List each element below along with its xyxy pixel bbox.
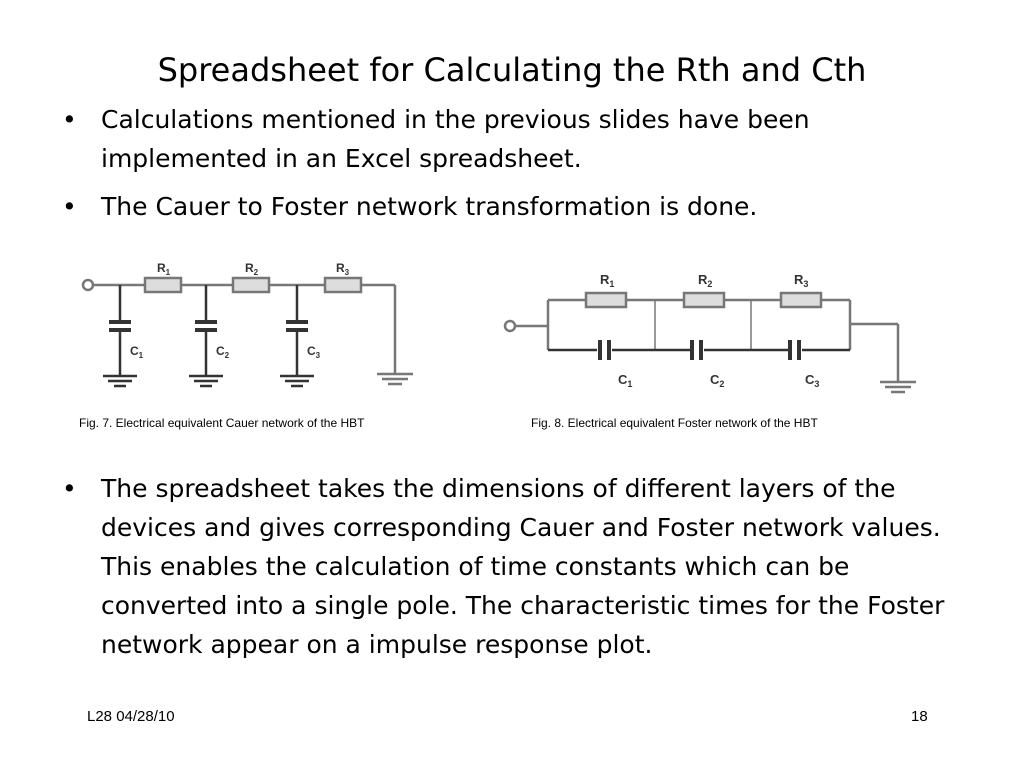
svg-text:R1: $R_1$ [157, 261, 171, 277]
bottom-bullet-list [60, 469, 970, 673]
resistor-r3 [781, 293, 821, 307]
resistor-r2 [684, 293, 724, 307]
foster-figure-caption: Fig. 8. Electrical equivalent Foster network of the HBT [531, 416, 818, 430]
slide-number: 18 [911, 708, 928, 725]
svg-text:C3: $C_3$ [805, 372, 820, 389]
svg-text:C1: $C_1$ [130, 344, 144, 360]
cauer-network-diagram [75, 250, 420, 395]
svg-text:R2: $R_2$ [245, 261, 259, 277]
svg-text:R2: $R_2$ [698, 272, 713, 289]
input-terminal [505, 321, 515, 331]
foster-network-diagram [500, 262, 925, 397]
ground-icon [880, 382, 916, 392]
svg-text:R3: $R_3$ [336, 261, 350, 277]
slide-title: Spreadsheet for Calculating the Rth and Cth [157, 51, 867, 89]
svg-text:R1: $R_1$ [600, 272, 615, 289]
svg-text:C3: $C_3$ [307, 344, 321, 360]
resistor-r3 [325, 278, 361, 292]
footer-date: L28 04/28/10 [87, 708, 175, 725]
input-terminal [83, 280, 93, 290]
svg-text:C2: $C_2$ [216, 344, 230, 360]
svg-text:C1: $C_1$ [618, 372, 633, 389]
resistor-r2 [233, 278, 269, 292]
resistor-r1 [145, 278, 181, 292]
top-bullet-list [60, 100, 960, 235]
svg-text:C2: $C_2$ [710, 372, 725, 389]
bullet-spreadsheet-description: • The spreadsheet takes the dimensions of different layers of the devices and gives corresponding Cauer and Foster network values. This enables the calculation of time constants which can be converted into a single pole. The characteristic times for the Foster network appear on a impulse response plot. [60, 469, 970, 664]
svg-text:R3: $R_3$ [794, 272, 809, 289]
resistor-r1 [586, 293, 626, 307]
bullet-transformation: • The Cauer to Foster network transformation is done. [60, 187, 960, 226]
cauer-figure-caption: Fig. 7. Electrical equivalent Cauer network of the HBT [79, 416, 365, 430]
ground-icon [377, 374, 413, 384]
bullet-calculations: • Calculations mentioned in the previous slides have been implemented in an Excel spreadsheet. [60, 100, 960, 178]
